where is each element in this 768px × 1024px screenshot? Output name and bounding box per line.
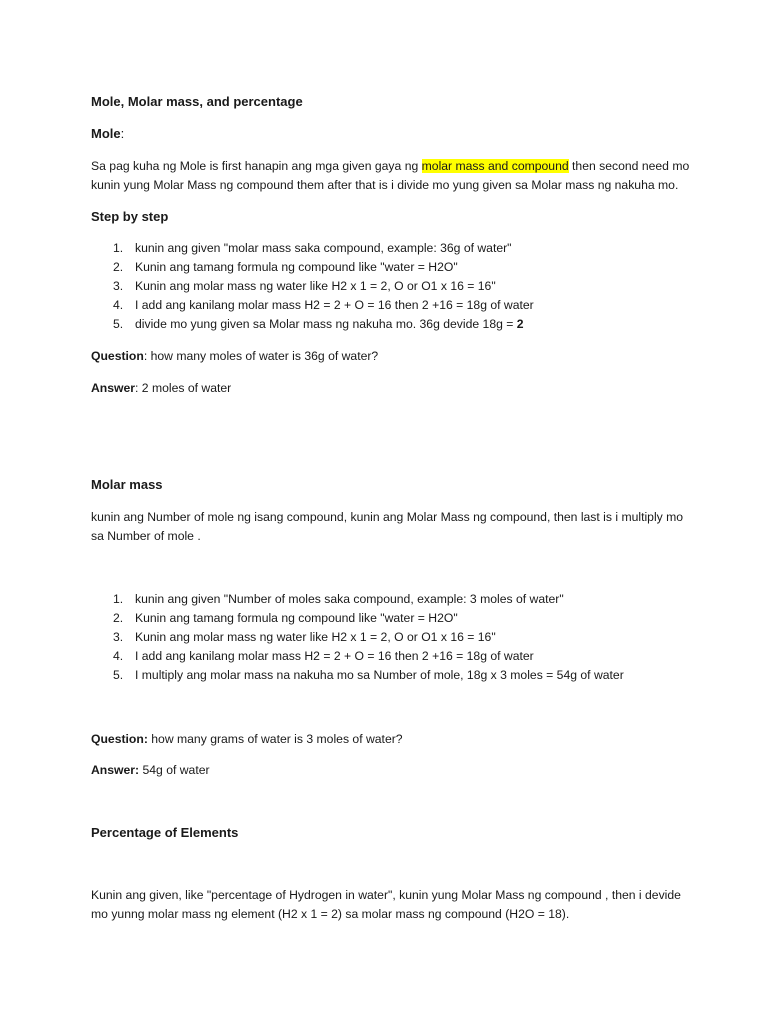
percentage-heading: Percentage of Elements [91,825,239,840]
list-number: 1. [113,241,124,255]
step-by-step-heading: Step by step [91,209,169,224]
question-label: Question [91,349,144,363]
answer-label: Answer: [91,763,140,777]
molar-mass-heading: Molar mass [91,477,163,492]
list-item [91,315,534,334]
list-item [91,666,624,685]
percentage-paragraph: Kunin ang given, like "percentage of Hydrogen in water", kunin yung Molar Mass ng compound , then i devide mo yunng molar mass ng element (H2 x 1 = 2) sa molar mass ng compound (H2O = 18). [91,888,681,921]
list-item [91,277,534,296]
mole-question [91,347,378,366]
mole-heading [91,126,124,141]
list-text: divide mo yung given sa Molar mass ng nakuha mo. 36g devide 18g = [135,317,517,331]
mole-heading-text: Mole [91,126,121,141]
list-item [91,239,534,258]
answer-text: 54g of water [139,763,210,777]
list-number: 1. [113,592,124,606]
list-item [91,296,534,315]
molar-mass-paragraph: kunin ang Number of mole ng isang compound, kunin ang Molar Mass ng compound, then last is i multiply mo sa Number of mole . [91,510,684,543]
question-text: how many grams of water is 3 moles of water? [147,732,403,746]
list-number: 4. [113,649,124,663]
molar-mass-steps-list [91,590,624,685]
mole-paragraph [91,157,691,195]
list-item [91,628,624,647]
list-text: Kunin ang molar mass ng water like H2 x 1 = 2, O or O1 x 16 = 16" [135,630,496,644]
list-number: 3. [113,279,124,293]
list-item [91,647,624,666]
mole-para-post: then second need mo kunin yung Molar Mass ng compound them after that is i divide mo yung given sa Molar mass ng nakuha mo. [91,159,690,192]
list-number: 5. [113,317,124,331]
mole-para-pre: Sa pag kuha ng Mole is first hanapin ang mga given gaya ng [91,159,422,173]
molar-mass-answer [91,761,210,780]
molar-mass-question [91,730,403,749]
mole-heading-colon: : [120,126,125,141]
list-number: 2. [113,611,124,625]
list-item [91,258,534,277]
mole-steps-list [91,239,534,334]
list-number: 4. [113,298,124,312]
list-item [91,590,624,609]
list-item [91,609,624,628]
answer-text: : 2 moles of water [135,381,232,395]
question-text: : how many moles of water is 36g of water? [143,349,379,363]
list-text: Kunin ang molar mass ng water like H2 x 1 = 2, O or O1 x 16 = 16" [135,279,496,293]
list-number: 3. [113,630,124,644]
list-text: I add ang kanilang molar mass H2 = 2 + O = 16 then 2 +16 = 18g of water [135,298,534,312]
list-text: Kunin ang tamang formula ng compound like "water = H2O" [135,611,458,625]
list-text: I add ang kanilang molar mass H2 = 2 + O = 16 then 2 +16 = 18g of water [135,649,534,663]
question-label: Question: [91,732,148,746]
answer-label: Answer [91,381,136,395]
list-text: kunin ang given "molar mass saka compound, example: 36g of water" [135,241,512,255]
document-title: Mole, Molar mass, and percentage [91,94,303,109]
list-text: I multiply ang molar mass na nakuha mo sa Number of mole, 18g x 3 moles = 54g of water [135,668,624,682]
list-bold-result: 2 [516,317,524,331]
list-number: 2. [113,260,124,274]
list-text: Kunin ang tamang formula ng compound like "water = H2O" [135,260,458,274]
list-number: 5. [113,668,124,682]
list-text: kunin ang given "Number of moles saka compound, example: 3 moles of water" [135,592,564,606]
mole-answer [91,379,231,398]
mole-para-highlight: molar mass and compound [421,159,569,173]
